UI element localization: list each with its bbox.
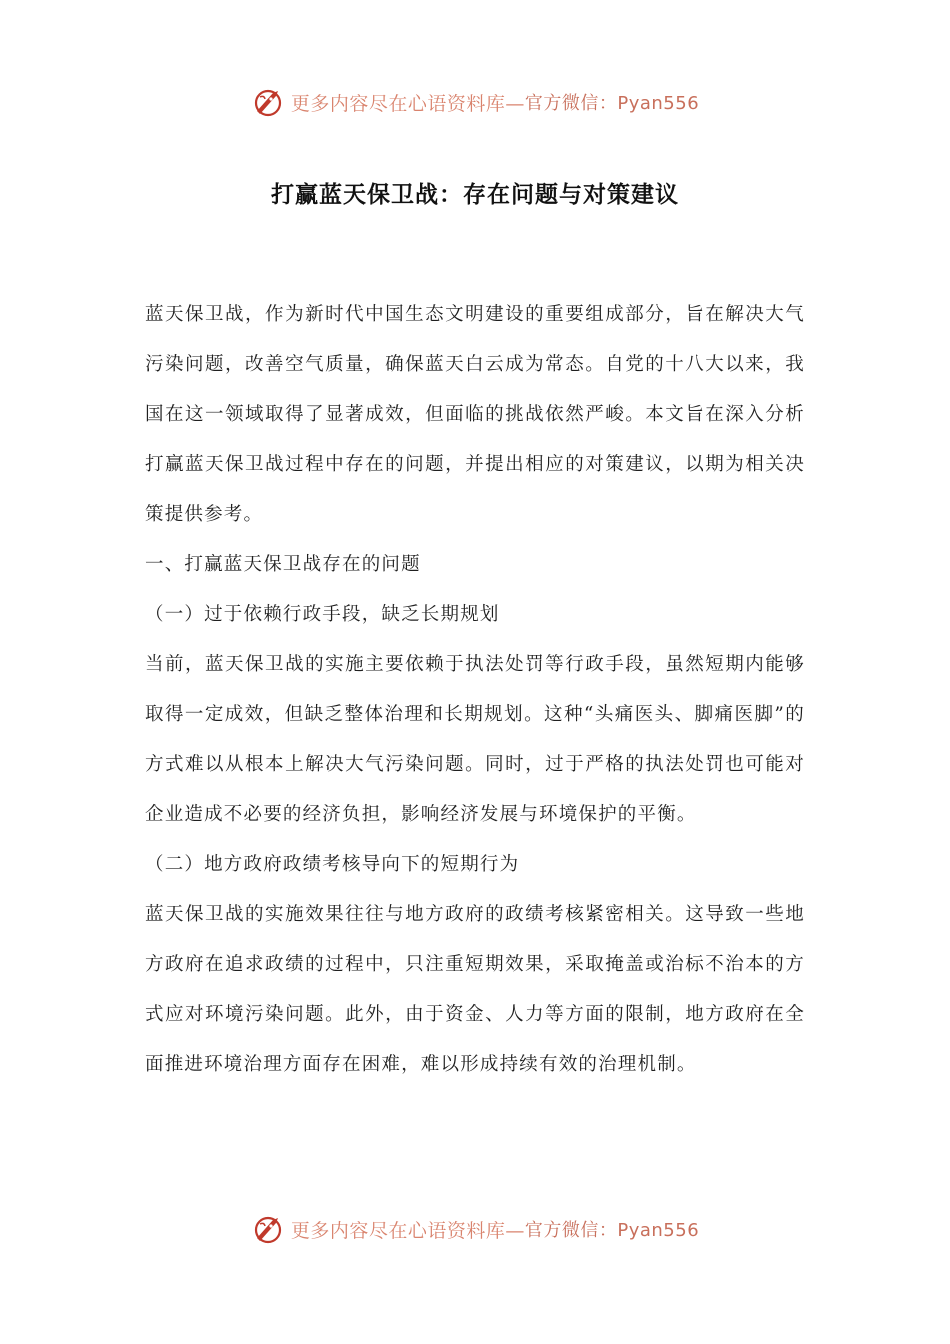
subsection-heading: （二）地方政府政绩考核导向下的短期行为: [145, 854, 520, 875]
banner-main-text: 更多内容尽在心语资料库—: [290, 1219, 525, 1242]
pen-nib-logo-icon: [251, 85, 285, 119]
footer-banner: [0, 1209, 950, 1249]
banner-wechat-text: 官方微信：Pyan556: [524, 93, 700, 114]
document-body: [145, 290, 805, 1090]
pen-nib-logo-icon: [251, 1212, 285, 1246]
intro-paragraph: 蓝天保卫战，作为新时代中国生态文明建设的重要组成部分，旨在解决大气污染问题，改善空气质量，确保蓝天白云成为常态。自党的十八大以来，我国在这一领域取得了显著成效，但面临的挑战依然严峻。本文旨在深入分析打赢蓝天保卫战过程中存在的问题，并提出相应的对策建议，以期为相关决策提供参考。: [145, 304, 805, 525]
banner-main-text: 更多内容尽在心语资料库—: [290, 92, 525, 115]
document-title: 打赢蓝天保卫战：存在问题与对策建议: [271, 182, 679, 208]
subsection-heading: （一）过于依赖行政手段，缺乏长期规划: [145, 604, 500, 625]
body-paragraph: 蓝天保卫战的实施效果往往与地方政府的政绩考核紧密相关。这导致一些地方政府在追求政绩的过程中，只注重短期效果，采取掩盖或治标不治本的方式应对环境污染问题。此外，由于资金、人力等方面的限制，地方政府在全面推进环境治理方面存在困难，难以形成持续有效的治理机制。: [145, 904, 805, 1075]
body-paragraph: 当前，蓝天保卫战的实施主要依赖于执法处罚等行政手段，虽然短期内能够取得一定成效，但缺乏整体治理和长期规划。这种“头痛医头、脚痛医脚”的方式难以从根本上解决大气污染问题。同时，过于严格的执法处罚也可能对企业造成不必要的经济负担，影响经济发展与环境保护的平衡。: [145, 654, 805, 825]
header-banner: [0, 82, 950, 122]
banner-wechat-text: 官方微信：Pyan556: [524, 1220, 700, 1241]
section-heading: 一、打赢蓝天保卫战存在的问题: [145, 554, 421, 575]
